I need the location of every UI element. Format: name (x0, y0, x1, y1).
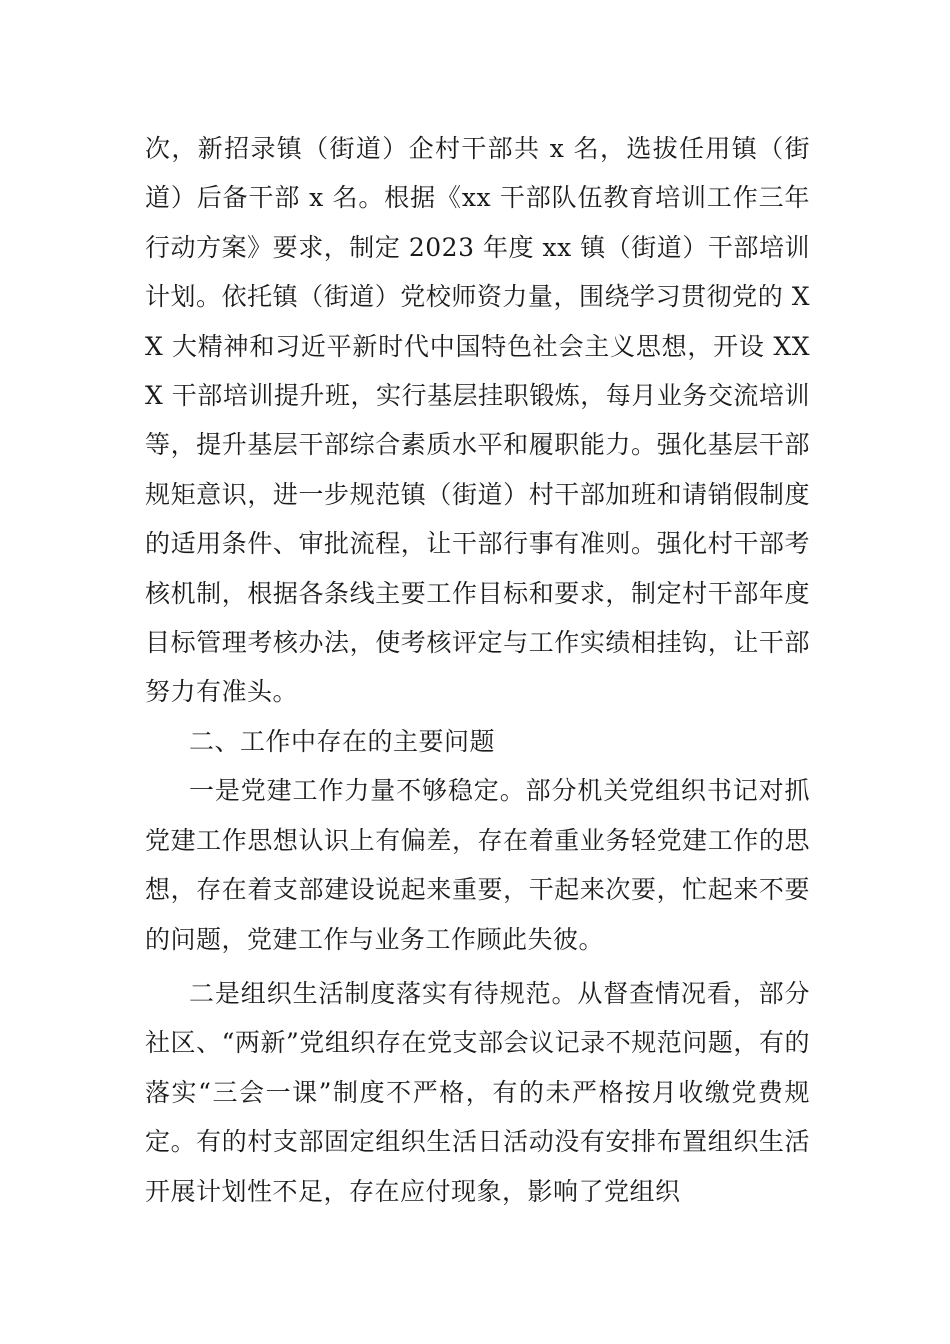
paragraph-problem-two: 二是组织生活制度落实有待规范。从督查情况看，部分社区、“两新”党组织存在党支部会议记录不规范问题，有的落实“三会一课”制度不严格，有的未严格按月收缴党费规定。有的村支部固定组织生活日活动没有安排布置组织生活开展计划性不足，存在应付现象，影响了党组织 (145, 978, 810, 1206)
paragraph-continuation: 次，新招录镇（街道）企村干部共 x 名，选拔任用镇（街道）后备干部 x 名。根据《xx 干部队伍教育培训工作三年行动方案》要求，制定 2023 年度 xx 镇（街道）干部培训计划。依托镇（街道）党校师资力量，围绕学习贯彻党的 XX 大精神和习近平新时代中国特色社会主义思想，开设 XXX 干部培训提升班，实行基层挂职锻炼，每月业务交流培训等，提升基层干部综合素质水平和履职能力。强化基层干部规矩意识，进一步规范镇（街道）村干部加班和请销假制度的适用条件、审批流程，让干部行事有准则。强化村干部考核机制，根据各条线主要工作目标和要求，制定村干部年度目标管理考核办法，使考核评定与工作实绩相挂钩，让干部努力有准头。 (145, 134, 810, 707)
section-heading: 二、工作中存在的主要问题 (189, 726, 496, 756)
paragraph-problem-one: 一是党建工作力量不够稳定。部分机关党组织书记对抓党建工作思想认识上有偏差，存在着重业务轻党建工作的思想，存在着支部建设说起来重要，干起来次要，忙起来不要的问题，党建工作与业务工作顾此失彼。 (145, 776, 810, 954)
document-body (145, 124, 810, 1216)
